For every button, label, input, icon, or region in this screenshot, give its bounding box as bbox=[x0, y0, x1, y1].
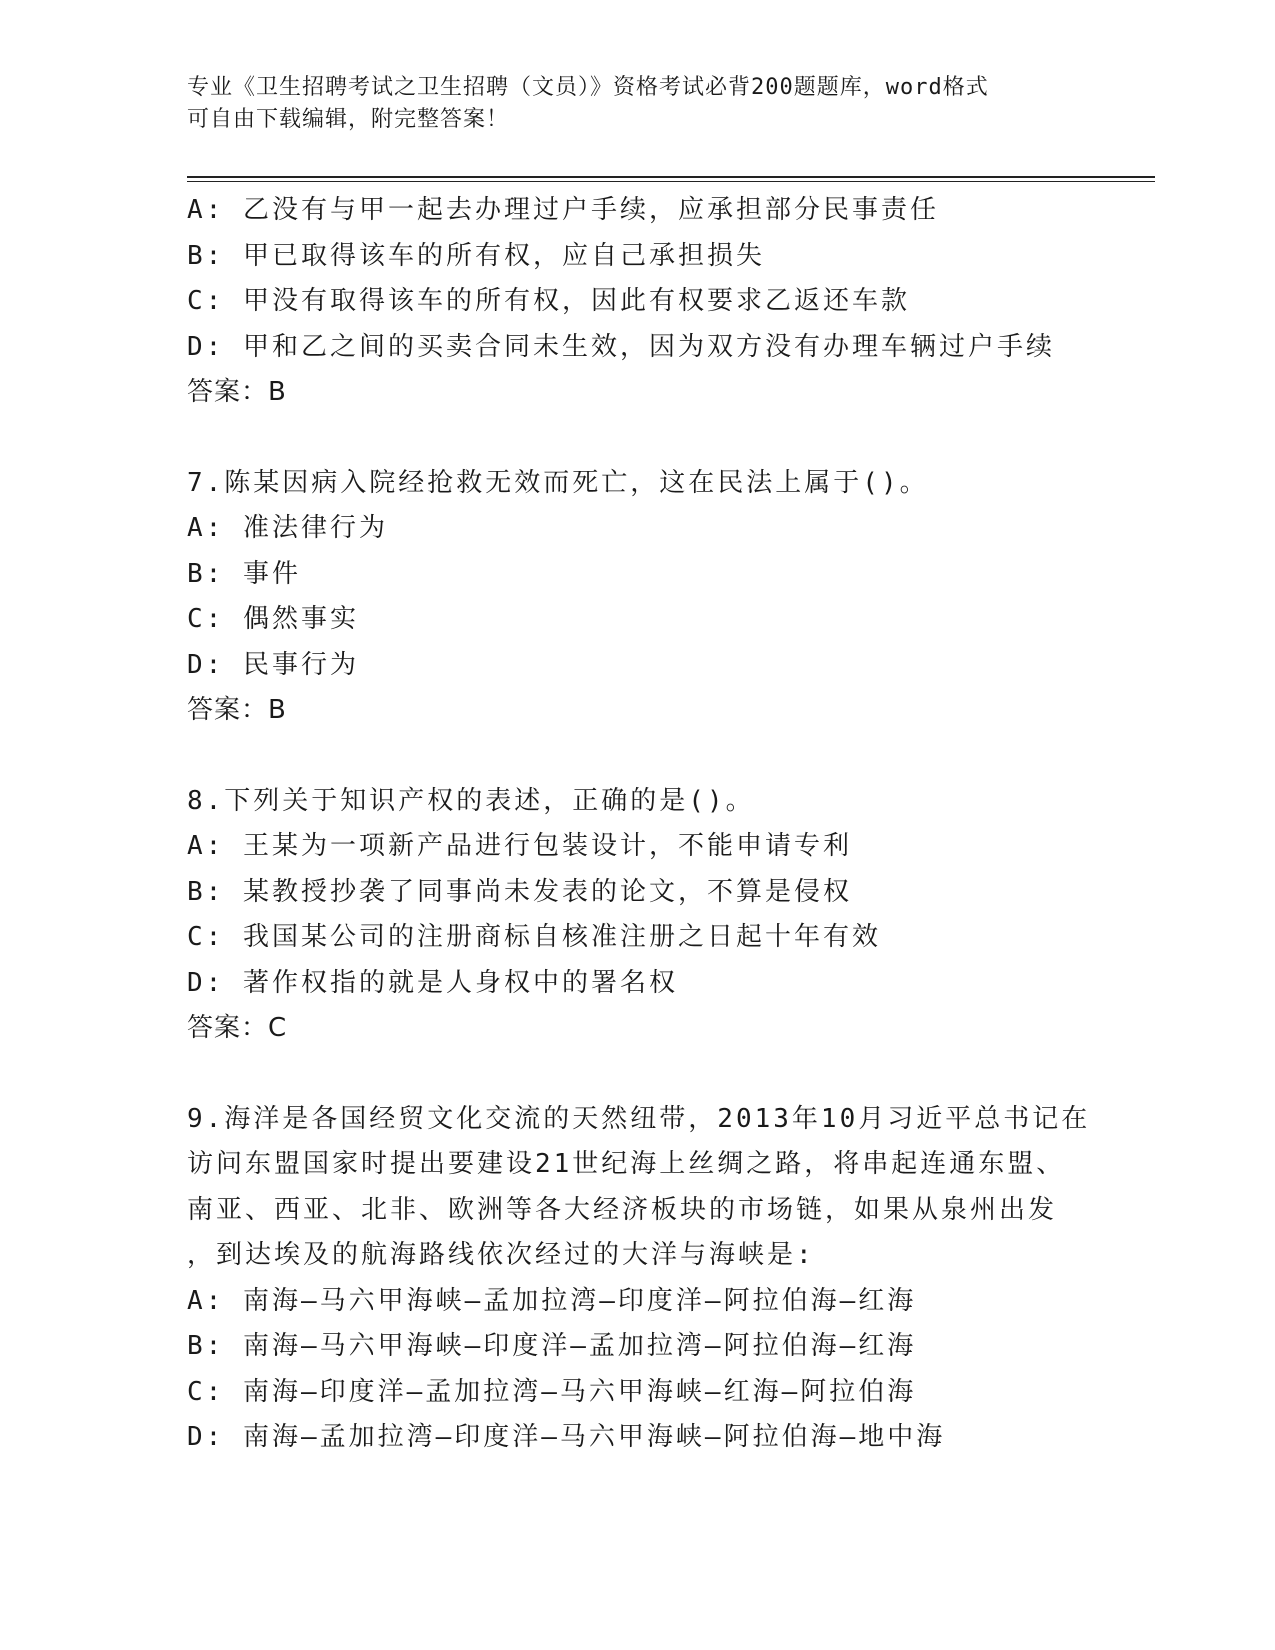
stem-line: ，到达埃及的航海路线依次经过的大洋与海峡是: bbox=[187, 1240, 815, 1270]
answer-line: 答案：B bbox=[187, 377, 287, 407]
question-9 bbox=[187, 1097, 1091, 1461]
option-a: A: 南海—马六甲海峡—孟加拉湾—印度洋—阿拉伯海—红海 bbox=[187, 1285, 917, 1316]
option-b: B: 南海—马六甲海峡—印度洋—孟加拉湾—阿拉伯海—红海 bbox=[187, 1331, 917, 1361]
option-d: D: 甲和乙之间的买卖合同未生效，因为双方没有办理车辆过户手续 bbox=[187, 331, 1055, 362]
stem-line: 访问东盟国家时提出要建设21世纪海上丝绸之路，将串起连通东盟、 bbox=[187, 1149, 1066, 1179]
question-6-continued bbox=[187, 188, 1087, 416]
option-b: B: 甲已取得该车的所有权，应自己承担损失 bbox=[187, 240, 765, 271]
question-8 bbox=[187, 779, 1087, 1052]
option-c: C: 南海—印度洋—孟加拉湾—马六甲海峡—红海—阿拉伯海 bbox=[187, 1376, 917, 1407]
stem-line: 南亚、西亚、北非、欧洲等各大经济板块的市场链，如果从泉州出发 bbox=[187, 1194, 1058, 1225]
option-a: A: 乙没有与甲一起去办理过户手续，应承担部分民事责任 bbox=[187, 195, 939, 225]
option-c: C: 甲没有取得该车的所有权，因此有权要求乙返还车款 bbox=[187, 286, 910, 316]
option-a: A: 王某为一项新产品进行包装设计，不能申请专利 bbox=[187, 831, 852, 861]
question-stem: 8.下列关于知识产权的表述，正确的是()。 bbox=[187, 785, 755, 816]
header-divider bbox=[187, 176, 1155, 182]
option-c: C: 偶然事实 bbox=[187, 604, 359, 634]
header-line-1: 专业《卫生招聘考试之卫生招聘（文员）》资格考试必背200题题库，word格式 bbox=[187, 75, 989, 100]
header-line-2: 可自由下载编辑，附完整答案！ bbox=[187, 107, 510, 132]
stem-line: 9.海洋是各国经贸文化交流的天然纽带，2013年10月习近平总书记在 bbox=[187, 1103, 1091, 1134]
question-stem bbox=[187, 1097, 1091, 1279]
option-b: B: 事件 bbox=[187, 558, 301, 589]
question-stem: 7.陈某因病入院经抢救无效而死亡，这在民法上属于()。 bbox=[187, 467, 929, 498]
option-d: D: 民事行为 bbox=[187, 649, 359, 680]
document-header bbox=[187, 72, 1087, 136]
answer-line: 答案：B bbox=[187, 695, 287, 725]
answer-line: 答案：C bbox=[187, 1013, 288, 1043]
document-body bbox=[187, 188, 1091, 1461]
option-a: A: 准法律行为 bbox=[187, 513, 388, 543]
option-d: D: 著作权指的就是人身权中的署名权 bbox=[187, 967, 678, 998]
question-7 bbox=[187, 461, 1087, 734]
option-c: C: 我国某公司的注册商标自核准注册之日起十年有效 bbox=[187, 922, 881, 952]
option-b: B: 某教授抄袭了同事尚未发表的论文，不算是侵权 bbox=[187, 876, 852, 907]
option-d: D: 南海—孟加拉湾—印度洋—马六甲海峡—阿拉伯海—地中海 bbox=[187, 1422, 946, 1452]
